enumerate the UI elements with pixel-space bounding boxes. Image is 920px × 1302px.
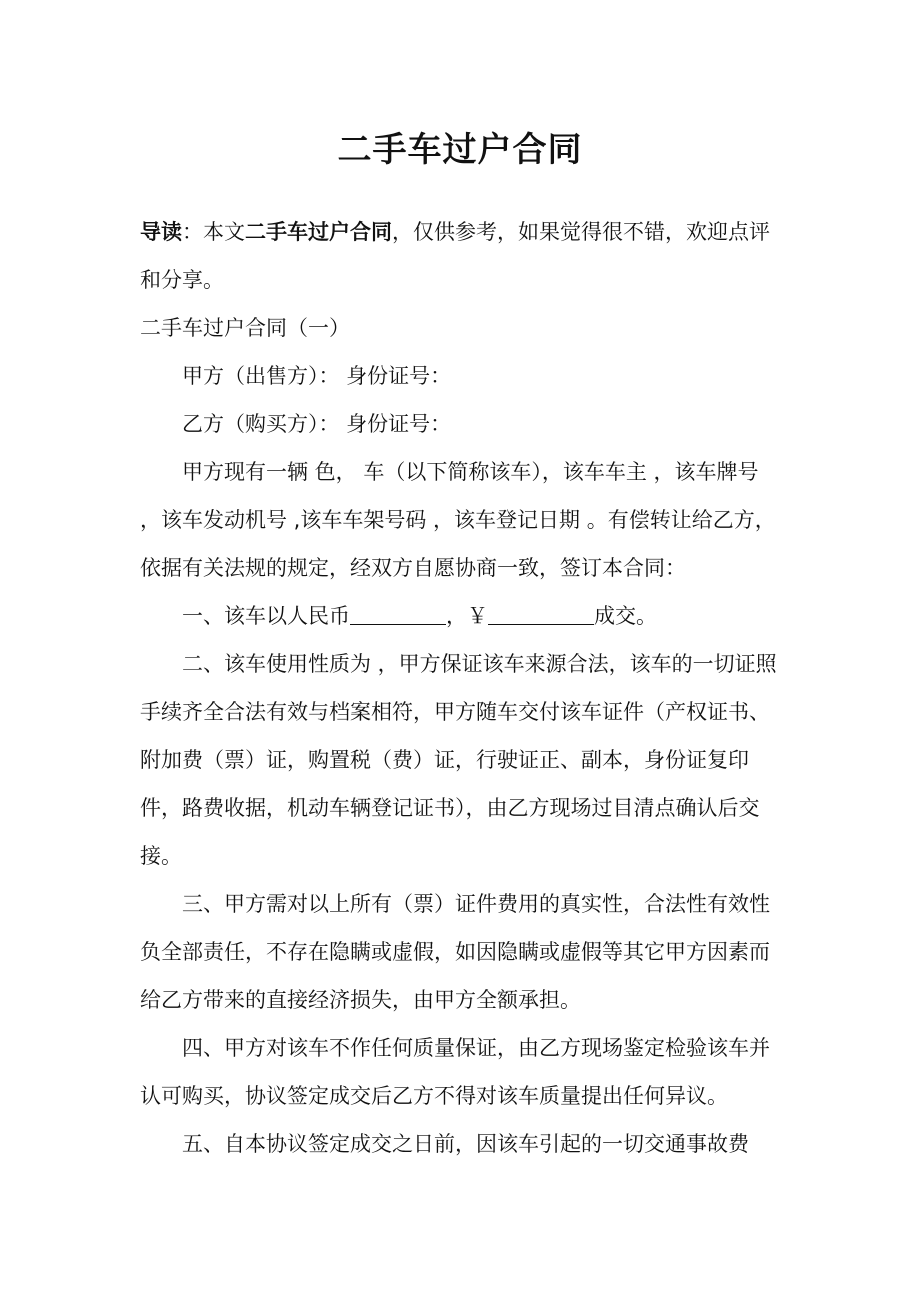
clause-1-prefix: 一、该车以人民币 bbox=[182, 604, 350, 628]
intro-label: 导读 bbox=[140, 220, 182, 244]
price-rmb-blank bbox=[350, 602, 446, 625]
document-body bbox=[140, 208, 785, 1168]
intro-prefix: ：本文 bbox=[182, 220, 245, 244]
clause-1-middle: ，￥ bbox=[446, 604, 488, 628]
section-heading: 二手车过户合同（一） bbox=[140, 316, 350, 340]
clause-2-paragraph: 二、该车使用性质为 ，甲方保证该车来源合法，该车的一切证照手续齐全合法有效与档案相符，甲方随车交付该车证件（产权证书、附加费（票）证，购置税（费）证，行驶证正、副本，身份证复印件，路费收据，机动车辆登记证书），由乙方现场过目清点确认后交接。 bbox=[140, 652, 777, 868]
clause-5-paragraph: 五、自本协议签定成交之日前，因该车引起的一切交通事故费 bbox=[182, 1132, 749, 1156]
clause-3-paragraph: 三、甲方需对以上所有（票）证件费用的真实性，合法性有效性负全部责任，不存在隐瞒或虚假，如因隐瞒或虚假等其它甲方因素而给乙方带来的直接经济损失，由甲方全额承担。 bbox=[140, 892, 770, 1012]
intro-suffix: ，仅供参考，如果觉得很不错，欢迎点评和分享。 bbox=[140, 220, 770, 292]
clause-1-paragraph bbox=[140, 592, 785, 640]
vehicle-description-paragraph: 甲方现有一辆 色， 车（以下简称该车），该车车主 ，该车牌号 ，该车发动机号 ,该车车架号码 ，该车登记日期 。有偿转让给乙方，依据有关法规的规定，经双方自愿协商一致，签订本合同： bbox=[140, 460, 776, 580]
clause-1-suffix: 成交。 bbox=[594, 604, 657, 628]
document-title: 二手车过户合同 bbox=[337, 130, 583, 170]
intro-bold-title: 二手车过户合同 bbox=[245, 220, 392, 244]
clause-4-paragraph: 四、甲方对该车不作任何质量保证，由乙方现场鉴定检验该车并认可购买，协议签定成交后乙方不得对该车质量提出任何异议。 bbox=[140, 1036, 770, 1108]
price-yen-blank bbox=[488, 602, 594, 625]
intro-paragraph bbox=[140, 208, 785, 304]
party-a-line: 甲方（出售方）： 身份证号： bbox=[182, 364, 452, 388]
party-b-line: 乙方（购买方）： 身份证号： bbox=[182, 412, 452, 436]
